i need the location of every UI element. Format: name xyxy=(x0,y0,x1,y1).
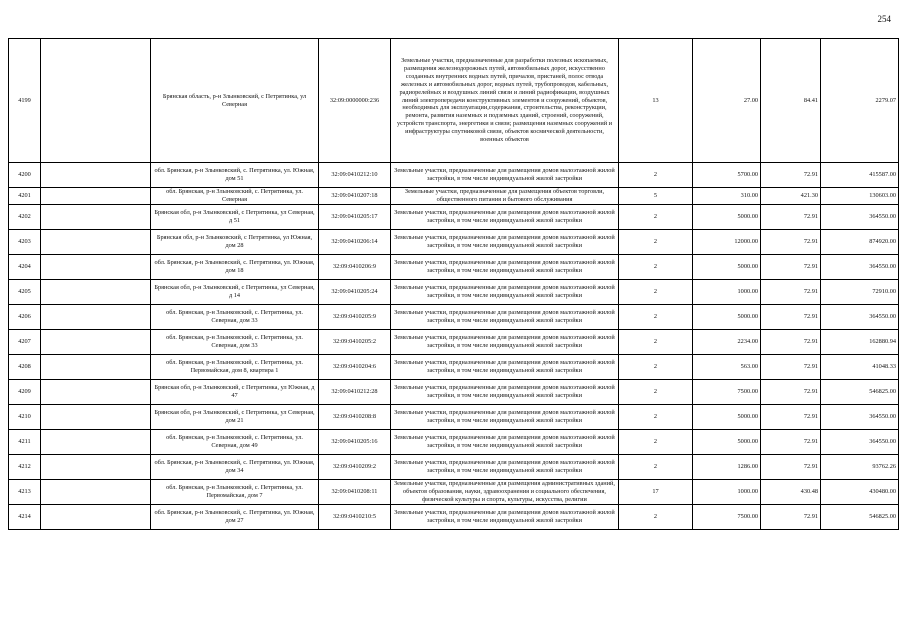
permitted-use-cell: Земельные участки, предназначенные для размещения административных зданий, объектов образования, науки, здравоохранения и социального обеспечения, физической культуры и спорта, культуры, искусства, религии xyxy=(391,479,619,504)
cadastral-number-cell: 32:09:0410209:2 xyxy=(319,454,391,479)
table-row xyxy=(9,204,899,229)
row-number: 4199 xyxy=(9,39,41,163)
blank-cell xyxy=(41,354,151,379)
permitted-use-cell: Земельные участки, предназначенные для размещения домов малоэтажной жилой застройки, в том числе индивидуальной жилой застройки xyxy=(391,304,619,329)
permitted-use-cell: Земельные участки, предназначенные для размещения объектов торговли, общественного питания и бытового обслуживания xyxy=(391,188,619,205)
address-cell: обл. Брянская, р-н Злынковский, с. Петрятинка, ул. Южная, дом 34 xyxy=(151,454,319,479)
table-row xyxy=(9,504,899,529)
rate-cell: 72.91 xyxy=(761,454,821,479)
table-row xyxy=(9,254,899,279)
table-row xyxy=(9,279,899,304)
area-cell: 5000.00 xyxy=(693,429,761,454)
group-cell: 2 xyxy=(619,504,693,529)
table-row xyxy=(9,454,899,479)
area-cell: 310.00 xyxy=(693,188,761,205)
cadastral-number-cell: 32:09:0410212:28 xyxy=(319,379,391,404)
cadastral-value-cell: 93762.26 xyxy=(821,454,899,479)
blank-cell xyxy=(41,279,151,304)
group-cell: 2 xyxy=(619,329,693,354)
group-cell: 13 xyxy=(619,39,693,163)
cadastral-number-cell: 32:09:0410212:10 xyxy=(319,163,391,188)
address-cell: обл. Брянская, р-н Злынковский, с. Петрятинка, ул. Южная, дом 18 xyxy=(151,254,319,279)
table-row xyxy=(9,39,899,163)
address-cell: обл. Брянская, р-н Злынковский, с. Петрятинка, ул. Северная, дом 33 xyxy=(151,304,319,329)
table-body xyxy=(9,39,899,530)
row-number: 4202 xyxy=(9,204,41,229)
group-cell: 2 xyxy=(619,354,693,379)
row-number: 4206 xyxy=(9,304,41,329)
rate-cell: 72.91 xyxy=(761,304,821,329)
group-cell: 2 xyxy=(619,404,693,429)
rate-cell: 84.41 xyxy=(761,39,821,163)
cadastral-value-cell: 546825.00 xyxy=(821,379,899,404)
group-cell: 2 xyxy=(619,204,693,229)
table-row xyxy=(9,229,899,254)
cadastral-number-cell: 32:09:0410205:2 xyxy=(319,329,391,354)
cadastral-number-cell: 32:09:0410207:18 xyxy=(319,188,391,205)
row-number: 4208 xyxy=(9,354,41,379)
cadastral-number-cell: 32:09:0410205:24 xyxy=(319,279,391,304)
cadastral-number-cell: 32:09:0000000:236 xyxy=(319,39,391,163)
cadastral-value-cell: 415587.00 xyxy=(821,163,899,188)
cadastral-value-cell: 364550.00 xyxy=(821,254,899,279)
table-row xyxy=(9,188,899,205)
blank-cell xyxy=(41,504,151,529)
group-cell: 2 xyxy=(619,429,693,454)
address-cell: обл. Брянская, р-н Злынковский, с. Петрятинка, ул. Первомайская, дом 7 xyxy=(151,479,319,504)
row-number: 4212 xyxy=(9,454,41,479)
cadastral-value-cell: 364550.00 xyxy=(821,404,899,429)
area-cell: 1286.00 xyxy=(693,454,761,479)
permitted-use-cell: Земельные участки, предназначенные для размещения домов малоэтажной жилой застройки, в том числе индивидуальной жилой застройки xyxy=(391,379,619,404)
area-cell: 5700.00 xyxy=(693,163,761,188)
permitted-use-cell: Земельные участки, предназначенные для размещения домов малоэтажной жилой застройки, в том числе индивидуальной жилой застройки xyxy=(391,254,619,279)
table-row xyxy=(9,329,899,354)
address-cell: Брянская обл, р-н Злынковский, с Петрятинка, ул Южная, д 47 xyxy=(151,379,319,404)
permitted-use-cell: Земельные участки, предназначенные для размещения домов малоэтажной жилой застройки, в том числе индивидуальной жилой застройки xyxy=(391,354,619,379)
table-row xyxy=(9,163,899,188)
permitted-use-cell: Земельные участки, предназначенные для размещения домов малоэтажной жилой застройки, в том числе индивидуальной жилой застройки xyxy=(391,329,619,354)
cadastral-number-cell: 32:09:0410210:5 xyxy=(319,504,391,529)
group-cell: 2 xyxy=(619,254,693,279)
cadastral-value-cell: 364550.00 xyxy=(821,429,899,454)
rate-cell: 72.91 xyxy=(761,279,821,304)
area-cell: 563.00 xyxy=(693,354,761,379)
table-row xyxy=(9,304,899,329)
rate-cell: 72.91 xyxy=(761,429,821,454)
rate-cell: 72.91 xyxy=(761,504,821,529)
cadastral-value-cell: 430480.00 xyxy=(821,479,899,504)
cadastral-value-cell: 72910.00 xyxy=(821,279,899,304)
row-number: 4205 xyxy=(9,279,41,304)
blank-cell xyxy=(41,329,151,354)
row-number: 4209 xyxy=(9,379,41,404)
cadastral-number-cell: 32:09:0410208:8 xyxy=(319,404,391,429)
address-cell: обл. Брянская, р-н Злынковский, с. Петрятинка, ул. Северная xyxy=(151,188,319,205)
rate-cell: 421.30 xyxy=(761,188,821,205)
group-cell: 2 xyxy=(619,454,693,479)
row-number: 4211 xyxy=(9,429,41,454)
blank-cell xyxy=(41,254,151,279)
address-cell: Брянская обл, р-н Злынковский, с Петрятинка, ул Северная, дом 21 xyxy=(151,404,319,429)
table-row xyxy=(9,404,899,429)
rate-cell: 72.91 xyxy=(761,229,821,254)
cadastral-number-cell: 32:09:0410208:11 xyxy=(319,479,391,504)
cadastral-value-cell: 874920.00 xyxy=(821,229,899,254)
cadastral-number-cell: 32:09:0410205:9 xyxy=(319,304,391,329)
area-cell: 5000.00 xyxy=(693,204,761,229)
blank-cell xyxy=(41,39,151,163)
cadastral-value-cell: 364550.00 xyxy=(821,204,899,229)
address-cell: обл. Брянская, р-н Злынковский, с. Петрятинка, ул. Северная, дом 49 xyxy=(151,429,319,454)
address-cell: обл. Брянская, р-н Злынковский, с. Петрятинка, ул. Первомайская, дом 8, квартира 1 xyxy=(151,354,319,379)
address-cell: Брянская область, р-н Злынковский, с Петрятинка, ул Северная xyxy=(151,39,319,163)
area-cell: 7500.00 xyxy=(693,379,761,404)
rate-cell: 72.91 xyxy=(761,204,821,229)
group-cell: 17 xyxy=(619,479,693,504)
row-number: 4201 xyxy=(9,188,41,205)
rate-cell: 72.91 xyxy=(761,254,821,279)
permitted-use-cell: Земельные участки, предназначенные для размещения домов малоэтажной жилой застройки, в том числе индивидуальной жилой застройки xyxy=(391,504,619,529)
permitted-use-cell: Земельные участки, предназначенные для размещения домов малоэтажной жилой застройки, в том числе индивидуальной жилой застройки xyxy=(391,454,619,479)
rate-cell: 72.91 xyxy=(761,329,821,354)
permitted-use-cell: Земельные участки, предназначенные для размещения домов малоэтажной жилой застройки, в том числе индивидуальной жилой застройки xyxy=(391,279,619,304)
table-row xyxy=(9,429,899,454)
area-cell: 2234.00 xyxy=(693,329,761,354)
group-cell: 5 xyxy=(619,188,693,205)
address-cell: Брянская обл, р-н Злынковский, с Петрятинка, ул Северная, д 51 xyxy=(151,204,319,229)
group-cell: 2 xyxy=(619,279,693,304)
cadastral-value-cell: 546825.00 xyxy=(821,504,899,529)
cadastral-value-cell: 130603.00 xyxy=(821,188,899,205)
area-cell: 7500.00 xyxy=(693,504,761,529)
address-cell: обл. Брянская, р-н Злынковский, с. Петрятинка, ул. Северная, дом 33 xyxy=(151,329,319,354)
page-number: 254 xyxy=(877,14,891,24)
permitted-use-cell: Земельные участки, предназначенные для размещения домов малоэтажной жилой застройки, в том числе индивидуальной жилой застройки xyxy=(391,429,619,454)
cadastral-value-table xyxy=(8,38,899,530)
cadastral-number-cell: 32:09:0410205:16 xyxy=(319,429,391,454)
rate-cell: 430.48 xyxy=(761,479,821,504)
rate-cell: 72.91 xyxy=(761,379,821,404)
blank-cell xyxy=(41,204,151,229)
blank-cell xyxy=(41,163,151,188)
row-number: 4214 xyxy=(9,504,41,529)
permitted-use-cell: Земельные участки, предназначенные для размещения домов малоэтажной жилой застройки, в том числе индивидуальной жилой застройки xyxy=(391,204,619,229)
address-cell: Брянская обл, р-н Злынковский, с Петрятинка, ул Северная, д 14 xyxy=(151,279,319,304)
group-cell: 2 xyxy=(619,229,693,254)
blank-cell xyxy=(41,454,151,479)
area-cell: 5000.00 xyxy=(693,404,761,429)
cadastral-number-cell: 32:09:0410205:17 xyxy=(319,204,391,229)
group-cell: 2 xyxy=(619,163,693,188)
address-cell: Брянская обл, р-н Злынковский, с Петрятинка, ул Южная, дом 28 xyxy=(151,229,319,254)
area-cell: 1000.00 xyxy=(693,279,761,304)
row-number: 4204 xyxy=(9,254,41,279)
rate-cell: 72.91 xyxy=(761,404,821,429)
blank-cell xyxy=(41,479,151,504)
cadastral-value-cell: 41048.33 xyxy=(821,354,899,379)
blank-cell xyxy=(41,404,151,429)
area-cell: 12000.00 xyxy=(693,229,761,254)
permitted-use-cell: Земельные участки, предназначенные для разработки полезных ископаемых, размещения железнодорожных путей, автомобильных дорог, искусственно созданных внутренних водных путей, причалов, пристаней, полос отвода железных и автомобильных дорог, водных путей, трубопроводов, кабельных, радиорелейных и воздушных линий связи и линий радиофикации, воздушных линий электропередачи конструктивных элементов и сооружений, объектов, необходимых для эксплуатации,содержания, строительства, реконструкции, ремонта, развития наземных и подземных зданий, строений, сооружений, устройств транспорта, энергетики и связи; размещения наземных сооружений и инфраструктуры спутниковой связи, объектов космической деятельности, военных объектов xyxy=(391,39,619,163)
permitted-use-cell: Земельные участки, предназначенные для размещения домов малоэтажной жилой застройки, в том числе индивидуальной жилой застройки xyxy=(391,404,619,429)
table-row xyxy=(9,379,899,404)
area-cell: 5000.00 xyxy=(693,254,761,279)
area-cell: 1000.00 xyxy=(693,479,761,504)
blank-cell xyxy=(41,429,151,454)
address-cell: обл. Брянская, р-н Злынковский, с. Петрятинка, ул. Южная, дом 51 xyxy=(151,163,319,188)
row-number: 4210 xyxy=(9,404,41,429)
blank-cell xyxy=(41,379,151,404)
cadastral-number-cell: 32:09:0410206:9 xyxy=(319,254,391,279)
row-number: 4200 xyxy=(9,163,41,188)
row-number: 4203 xyxy=(9,229,41,254)
table-row xyxy=(9,354,899,379)
permitted-use-cell: Земельные участки, предназначенные для размещения домов малоэтажной жилой застройки, в том числе индивидуальной жилой застройки xyxy=(391,229,619,254)
blank-cell xyxy=(41,188,151,205)
cadastral-number-cell: 32:09:0410206:14 xyxy=(319,229,391,254)
table-row xyxy=(9,479,899,504)
area-cell: 5000.00 xyxy=(693,304,761,329)
cadastral-value-cell: 162880.94 xyxy=(821,329,899,354)
group-cell: 2 xyxy=(619,379,693,404)
blank-cell xyxy=(41,304,151,329)
permitted-use-cell: Земельные участки, предназначенные для размещения домов малоэтажной жилой застройки, в том числе индивидуальной жилой застройки xyxy=(391,163,619,188)
rate-cell: 72.91 xyxy=(761,163,821,188)
cadastral-value-cell: 2279.07 xyxy=(821,39,899,163)
cadastral-value-cell: 364550.00 xyxy=(821,304,899,329)
cadastral-number-cell: 32:09:0410204:6 xyxy=(319,354,391,379)
row-number: 4213 xyxy=(9,479,41,504)
address-cell: обл. Брянская, р-н Злынковский, с. Петрятинка, ул. Южная, дом 27 xyxy=(151,504,319,529)
row-number: 4207 xyxy=(9,329,41,354)
group-cell: 2 xyxy=(619,304,693,329)
area-cell: 27.00 xyxy=(693,39,761,163)
rate-cell: 72.91 xyxy=(761,354,821,379)
blank-cell xyxy=(41,229,151,254)
